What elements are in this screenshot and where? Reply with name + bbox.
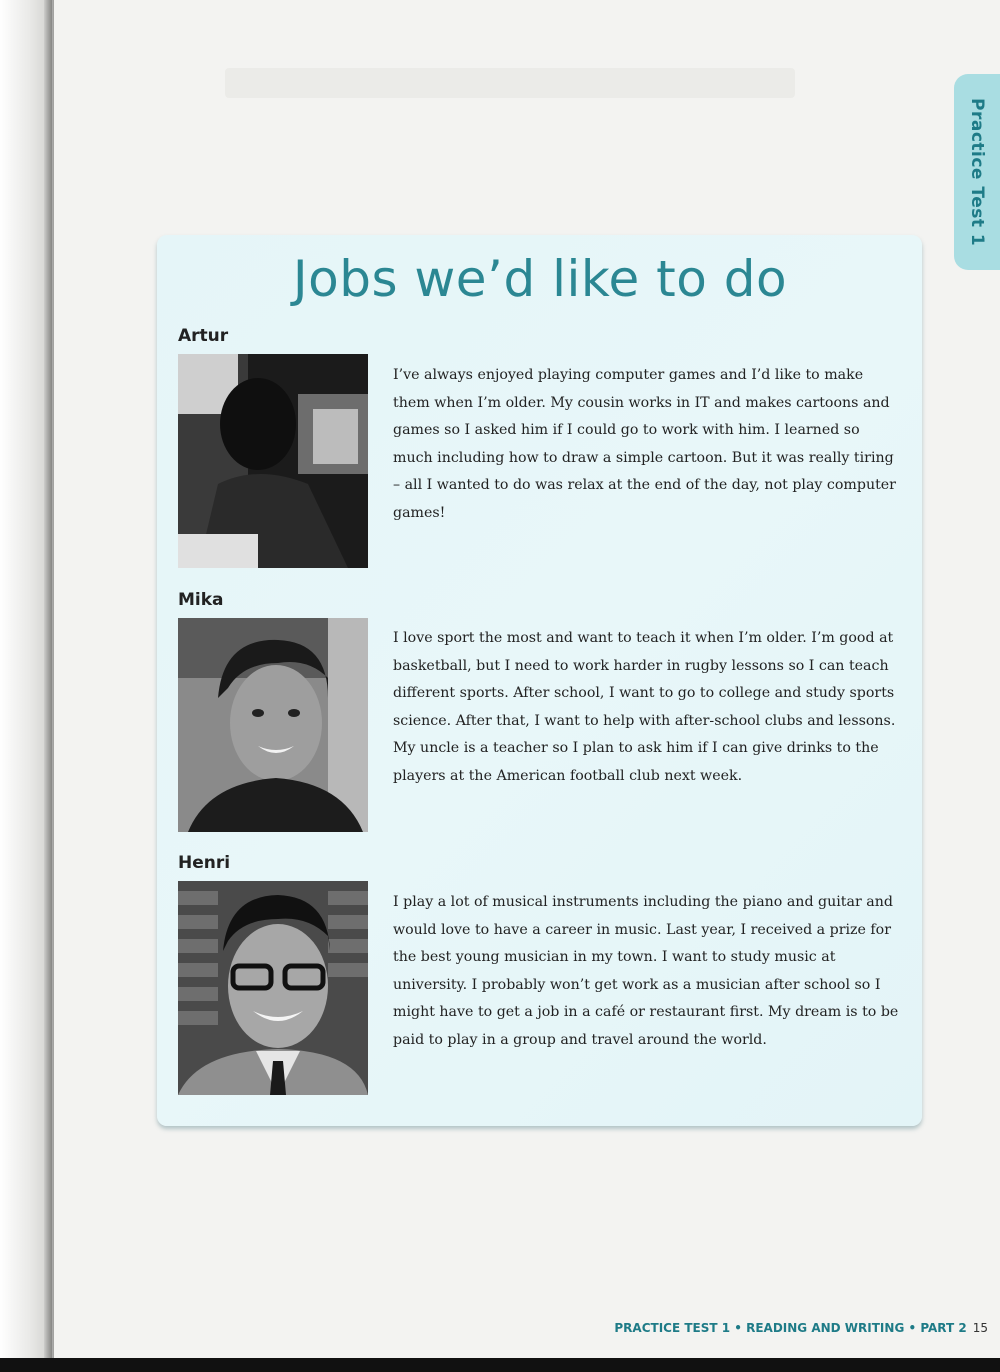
- henri-photo: [178, 881, 368, 1095]
- person-name-mika: Mika: [178, 590, 224, 610]
- page-title: Jobs we’d like to do: [292, 250, 788, 308]
- person-text-mika: I love sport the most and want to teach it when I’m older. I’m good at basketball, but I need to work harder in rugby lessons so I can teach different sports. After school, I want to go to college and study sports science. After that, I want to help with after-school clubs and lessons. My uncle is a teacher so I plan to ask him if I can give drinks to the players at the American football club next week.: [393, 630, 896, 784]
- person-name-henri: Henri: [178, 853, 231, 873]
- page-gutter-shadow: [44, 0, 54, 1372]
- faint-show-through: [225, 68, 795, 98]
- page-number: 15: [972, 1321, 988, 1335]
- section-side-tab: [954, 74, 1000, 270]
- page-footer: [614, 1321, 988, 1335]
- person-text-artur: I’ve always enjoyed playing computer games and I’d like to make them when I’m older. My cousin works in IT and makes cartoons and games so I asked him if I could go to work with him. I learned so much including how to draw a simple cartoon. But it was really tiring – all I wanted to do was relax at the end of the day, not play computer games!: [393, 367, 896, 521]
- mika-photo: [178, 618, 368, 832]
- person-name-artur: Artur: [178, 326, 229, 346]
- side-tab-label: Practice Test 1: [967, 97, 987, 247]
- footer-label: PRACTICE TEST 1 • READING AND WRITING • PART 2: [614, 1321, 967, 1335]
- person-text-henri: I play a lot of musical instruments including the piano and guitar and would love to have a career in music. Last year, I received a prize for the best young musician in my town. I want to study music at university. I probably won’t get work as a musician after school so I might have to get a job in a café or restaurant first. My dream is to be paid to play in a group and travel around the world.: [393, 894, 899, 1048]
- scan-bottom-edge: [0, 1358, 1000, 1372]
- artur-photo: [178, 354, 368, 568]
